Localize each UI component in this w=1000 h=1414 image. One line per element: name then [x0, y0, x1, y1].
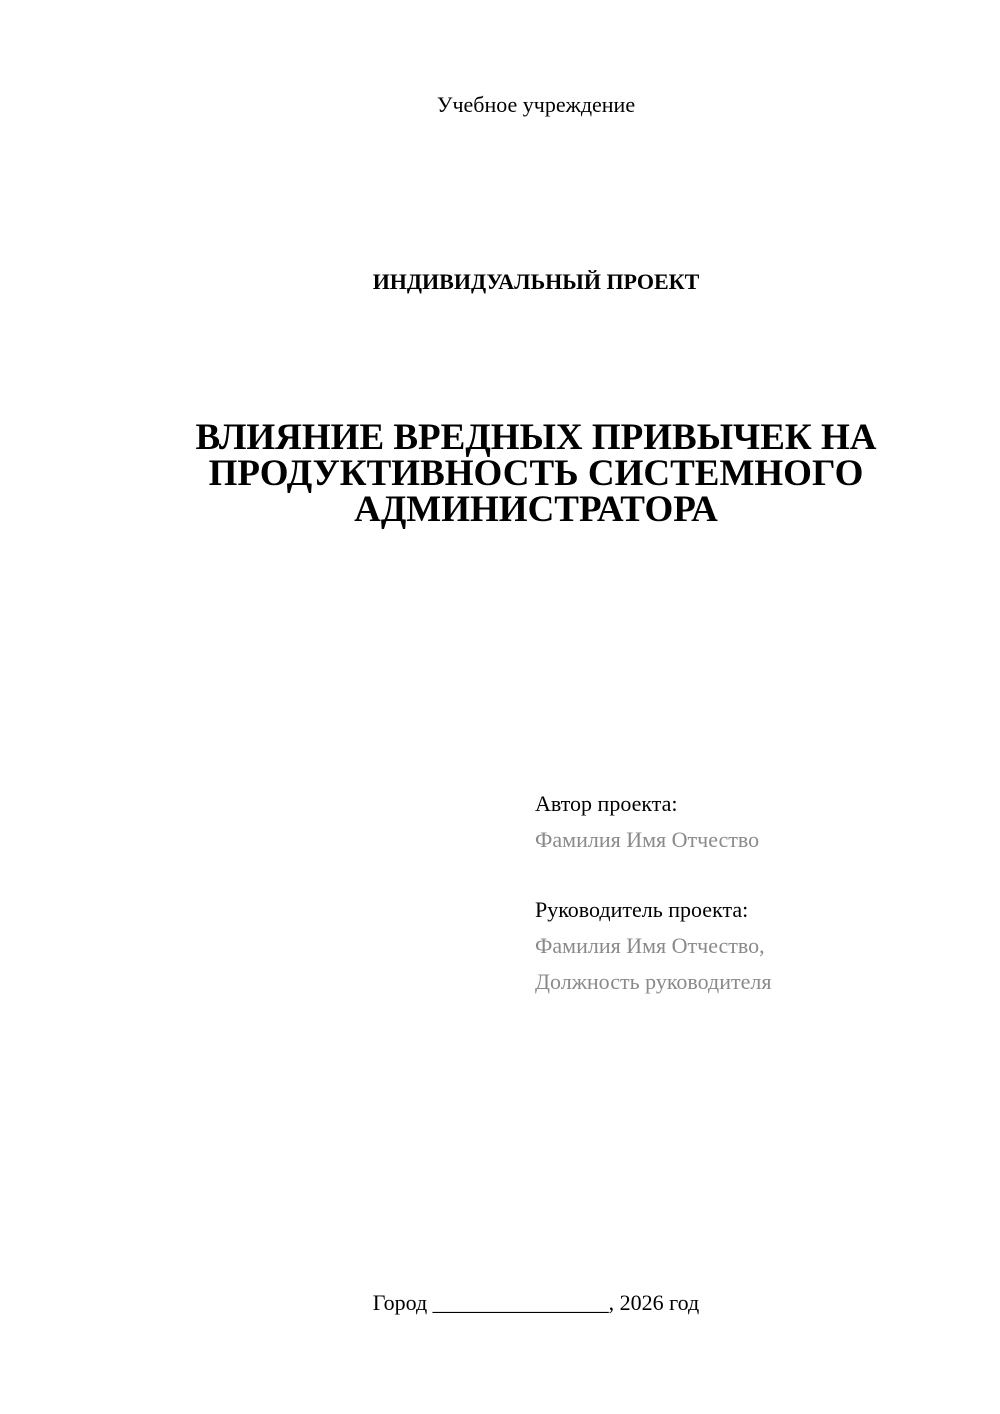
supervisor-label: Руководитель проекта: — [535, 897, 749, 922]
project-title-line-2: ПРОДУКТИВНОСТЬ СИСТЕМНОГО — [208, 453, 864, 494]
author-label: Автор проекта: — [535, 791, 678, 816]
people-spacer — [535, 858, 975, 892]
project-people-block — [535, 786, 975, 1000]
institution-name: Учебное учреждение — [436, 92, 636, 117]
supervisor-name: Фамилия Имя Отчество, — [535, 933, 765, 958]
city-year-line: Город ________________, 2026 год — [372, 1290, 700, 1315]
project-title-line-1: ВЛИЯНИЕ ВРЕДНЫХ ПРИВЫЧЕК НА — [195, 417, 877, 458]
project-title-line-3: АДМИНИСТРАТОРА — [354, 489, 718, 530]
supervisor-position: Должность руководителя — [535, 969, 772, 994]
project-type-heading: ИНДИВИДУАЛЬНЫЙ ПРОЕКТ — [372, 269, 700, 294]
project-title — [100, 417, 972, 530]
author-name: Фамилия Имя Отчество — [535, 827, 760, 852]
